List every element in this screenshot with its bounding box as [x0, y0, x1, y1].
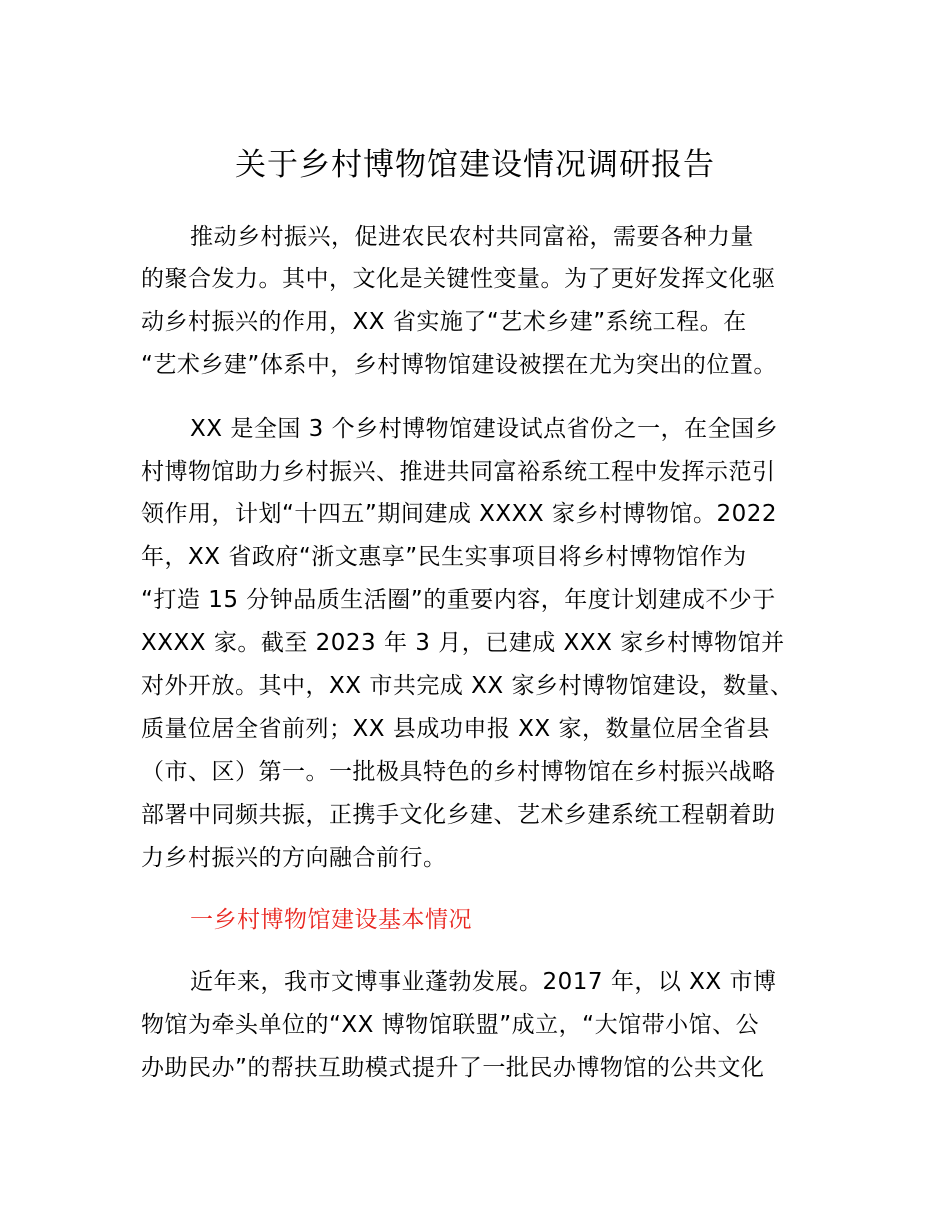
paragraph-line: 质量位居全省前列；XX 县成功申报 XX 家，数量位居全省县 — [141, 716, 770, 742]
paragraph-line: 近年来，我市文博事业蓬勃发展。2017 年，以 XX 市博 — [190, 969, 777, 995]
paragraph-line: 物馆为牵头单位的“XX 博物馆联盟”成立，“大馆带小馆、公 — [141, 1012, 760, 1038]
paragraph-line: 的聚合发力。其中，文化是关键性变量。为了更好发挥文化驱 — [141, 266, 776, 292]
paragraph-line: “艺术乡建”体系中，乡村博物馆建设被摆在尤为突出的位置。 — [141, 352, 777, 378]
paragraph-line: 对外开放。其中，XX 市共完成 XX 家乡村博物馆建设，数量、 — [141, 673, 794, 699]
section-heading: 一乡村博物馆建设基本情况 — [190, 907, 472, 933]
paragraph-line: 动乡村振兴的作用，XX 省实施了“艺术乡建”系统工程。在 — [141, 309, 747, 335]
paragraph-line: 村博物馆助力乡村振兴、推进共同富裕系统工程中发挥示范引 — [141, 459, 776, 485]
paragraph-line: 办助民办”的帮扶互助模式提升了一批民办博物馆的公共文化 — [141, 1055, 765, 1081]
document-title: 关于乡村博物馆建设情况调研报告 — [235, 147, 715, 183]
paragraph-line: XX 是全国 3 个乡村博物馆建设试点省份之一，在全国乡 — [190, 416, 779, 442]
paragraph-line: 领作用，计划“十四五”期间建成 XXXX 家乡村博物馆。2022 — [141, 501, 778, 527]
paragraph-line: “打造 15 分钟品质生活圈”的重要内容，年度计划建成不少于 — [141, 587, 776, 613]
paragraph-line: （市、区）第一。一批极具特色的乡村博物馆在乡村振兴战略 — [141, 759, 776, 785]
paragraph-line: 推动乡村振兴，促进农民农村共同富裕，需要各种力量 — [190, 224, 754, 250]
paragraph-line: XXXX 家。截至 2023 年 3 月，已建成 XXX 家乡村博物馆并 — [141, 630, 785, 656]
paragraph-line: 部署中同频共振，正携手文化乡建、艺术乡建系统工程朝着助 — [141, 802, 776, 828]
paragraph-line: 力乡村振兴的方向融合前行。 — [141, 845, 447, 871]
paragraph-line: 年，XX 省政府“浙文惠享”民生实事项目将乡村博物馆作为 — [141, 544, 747, 570]
